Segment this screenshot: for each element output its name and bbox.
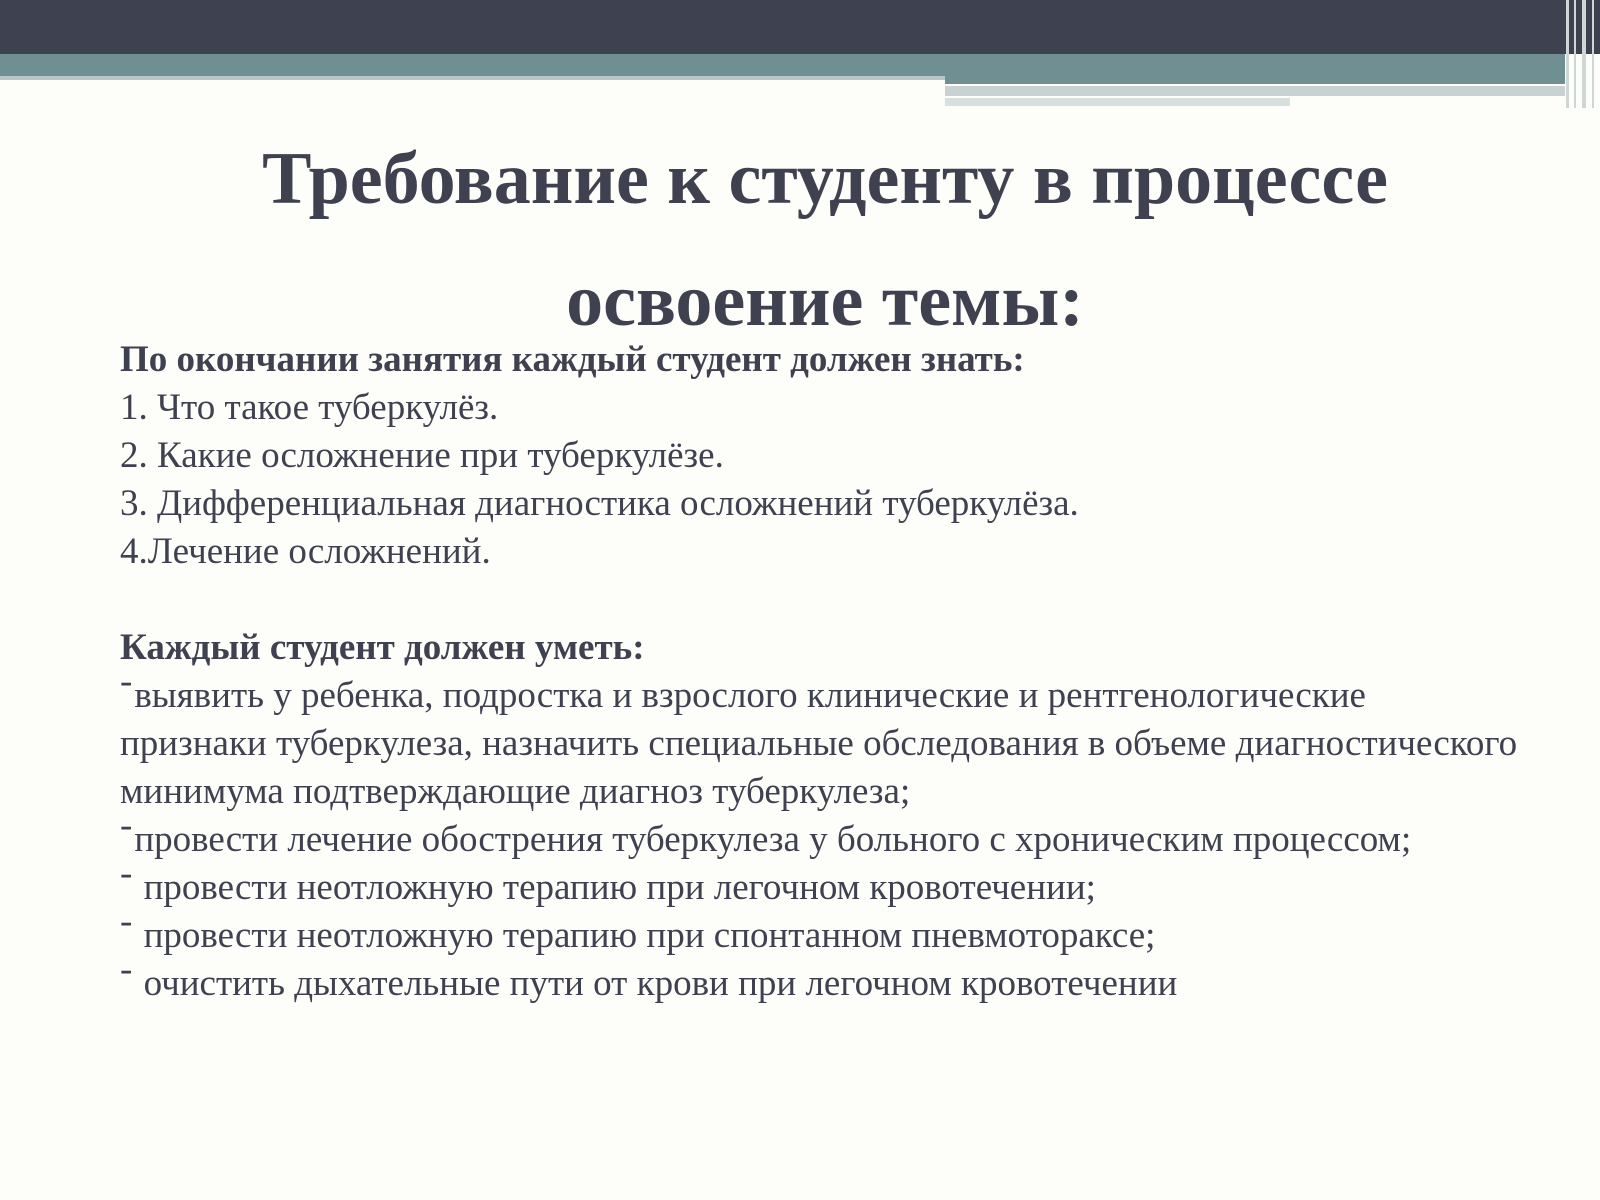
skills-section-heading: Каждый студент должен уметь: (120, 627, 645, 668)
skill-item-5 (120, 949, 1520, 1008)
skill-item-text: очистить дыхательные пути от крови при легочном кровотечении (134, 963, 1178, 1004)
skill-item-4 (120, 901, 1520, 960)
dash-bullet: - (120, 901, 133, 942)
skill-item-text: провести неотложную терапию при спонтанном пневмотораксе; (134, 915, 1156, 956)
know-item-4: 4.Лечение осложнений. (120, 531, 491, 572)
header-band-light-right-short (945, 98, 1290, 106)
skill-item-2 (120, 805, 1520, 864)
dash-bullet: - (120, 949, 133, 990)
header-band-teal-right (945, 54, 1565, 84)
skill-item-text: провести неотложную терапию при легочном кровотечении; (134, 867, 1096, 908)
know-item-1: 1. Что такое туберкулёз. (120, 387, 499, 428)
slide-title: Требование к студенту в процессе освоение темы: (262, 138, 1388, 342)
know-item-2: 2. Какие осложнение при туберкулёзе. (120, 435, 724, 476)
section-spacer (120, 576, 1520, 624)
dash-bullet: - (120, 661, 133, 702)
slide-content (120, 336, 1520, 1008)
skill-item-text: выявить у ребенка, подростка и взрослого клинические и рентгенологические признаки туберкулеза, назначить специальные обследования в объеме диагностического минимума подтверждающие диагноз туберкулеза; (120, 675, 1518, 812)
skill-item-text: провести лечение обострения туберкулеза у больного с хроническим процессом; (134, 819, 1412, 860)
know-section-heading: По окончании занятия каждый студент должен знать: (120, 339, 1025, 380)
skill-item-1 (120, 661, 1520, 816)
dash-bullet: - (120, 805, 133, 846)
header-band-dark (0, 0, 1600, 54)
dash-bullet: - (120, 853, 133, 894)
header-edge-lines (1560, 0, 1600, 108)
header-band-teal-left (0, 54, 945, 76)
header-band-light-right (945, 86, 1565, 96)
header-band-light-left (0, 76, 945, 80)
know-item-3: 3. Дифференциальная диагностика осложнений туберкулёза. (120, 483, 1079, 524)
skill-item-3 (120, 853, 1520, 912)
